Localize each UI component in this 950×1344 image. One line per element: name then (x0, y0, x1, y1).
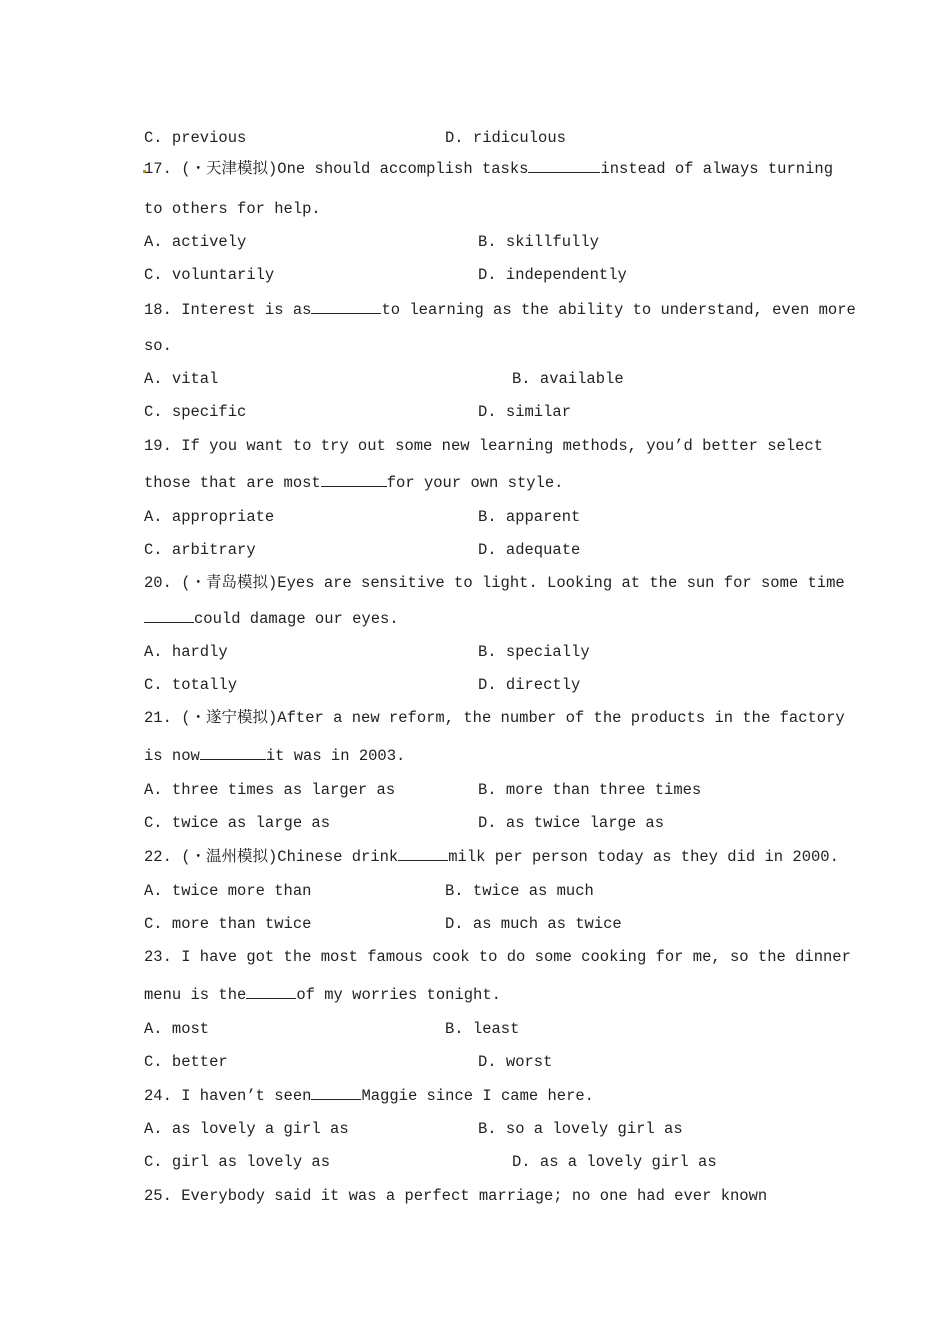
question-23-text: of my worries tonight. (296, 986, 501, 1004)
answer-blank[interactable] (311, 1085, 361, 1100)
option-d[interactable]: D. as much as twice (445, 915, 622, 933)
option-b[interactable]: B. skillfully (478, 233, 599, 251)
question-22-text: 22. (・温州模拟)Chinese drink (144, 848, 399, 866)
option-d[interactable]: D. directly (478, 676, 581, 694)
option-a[interactable]: A. vital (144, 370, 219, 388)
answer-blank[interactable] (311, 299, 381, 314)
question-24-text: 24. I haven’t seen (144, 1087, 312, 1105)
answer-blank[interactable] (321, 472, 387, 487)
option-c[interactable]: C. arbitrary (144, 541, 256, 559)
question-20-text: could damage our eyes. (194, 610, 399, 628)
option-c[interactable]: C. twice as large as (144, 814, 331, 832)
option-c[interactable]: C. better (144, 1053, 228, 1071)
question-17-text: 17. (・天津模拟)One should accomplish tasks (144, 160, 529, 178)
option-c[interactable]: C. previous (144, 129, 247, 147)
option-a[interactable]: A. hardly (144, 643, 228, 661)
option-d[interactable]: D. as a lovely girl as (512, 1153, 717, 1171)
option-c[interactable]: C. voluntarily (144, 266, 275, 284)
option-a[interactable]: A. most (144, 1020, 210, 1038)
option-c[interactable]: C. more than twice (144, 915, 312, 933)
question-22-line-1 (144, 846, 839, 867)
answer-blank[interactable] (144, 608, 194, 623)
answer-blank[interactable] (246, 984, 296, 999)
question-24-line-1 (144, 1085, 594, 1106)
option-d[interactable]: D. ridiculous (445, 129, 566, 147)
option-d[interactable]: D. worst (478, 1053, 553, 1071)
question-21-text: is now (144, 747, 200, 765)
question-20-line-1: 20. (・青岛模拟)Eyes are sensitive to light. Looking at the sun for some time (144, 574, 845, 592)
option-d[interactable]: D. similar (478, 403, 572, 421)
option-b[interactable]: B. available (512, 370, 624, 388)
option-a[interactable]: A. appropriate (144, 508, 275, 526)
question-24-text: Maggie since I came here. (361, 1087, 594, 1105)
option-b[interactable]: B. apparent (478, 508, 581, 526)
question-23-line-2 (144, 984, 501, 1005)
option-b[interactable]: B. least (445, 1020, 520, 1038)
question-20-line-2 (144, 608, 399, 629)
question-18-line-2: so. (144, 337, 172, 355)
question-23-line-1: 23. I have got the most famous cook to do some cooking for me, so the dinner (144, 948, 851, 966)
option-b[interactable]: B. more than three times (478, 781, 702, 799)
question-21-line-1: 21. (・遂宁模拟)After a new reform, the number of the products in the factory (144, 709, 845, 727)
question-18-text: to learning as the ability to understand, even more (381, 301, 856, 319)
option-a[interactable]: A. as lovely a girl as (144, 1120, 349, 1138)
option-d[interactable]: D. as twice large as (478, 814, 665, 832)
option-a[interactable]: A. three times as larger as (144, 781, 396, 799)
option-a[interactable]: A. twice more than (144, 882, 312, 900)
question-21-text: it was in 2003. (265, 747, 406, 765)
answer-blank[interactable] (528, 158, 600, 173)
answer-blank[interactable] (398, 846, 448, 861)
option-b[interactable]: B. twice as much (445, 882, 594, 900)
question-23-text: menu is the (144, 986, 247, 1004)
question-18-line-1 (144, 299, 856, 320)
option-b[interactable]: B. so a lovely girl as (478, 1120, 683, 1138)
answer-blank[interactable] (200, 745, 266, 760)
question-19-line-1: 19. If you want to try out some new learning methods, you’d better select (144, 437, 824, 455)
question-19-text: those that are most (144, 474, 321, 492)
question-17-text: instead of always turning (600, 160, 833, 178)
question-22-text: milk per person today as they did in 2000. (448, 848, 839, 866)
question-19-text: for your own style. (386, 474, 564, 492)
question-19-line-2 (144, 472, 563, 493)
option-d[interactable]: D. adequate (478, 541, 581, 559)
option-a[interactable]: A. actively (144, 233, 247, 251)
question-18-text: 18. Interest is as (144, 301, 312, 319)
option-b[interactable]: B. specially (478, 643, 590, 661)
option-c[interactable]: C. girl as lovely as (144, 1153, 331, 1171)
question-17-line-2: to others for help. (144, 200, 321, 218)
option-c[interactable]: C. totally (144, 676, 238, 694)
option-c[interactable]: C. specific (144, 403, 247, 421)
question-25-line-1: 25. Everybody said it was a perfect marriage; no one had ever known (144, 1187, 768, 1205)
question-17-line-1 (144, 158, 833, 179)
question-21-line-2 (144, 745, 405, 766)
option-d[interactable]: D. independently (478, 266, 627, 284)
